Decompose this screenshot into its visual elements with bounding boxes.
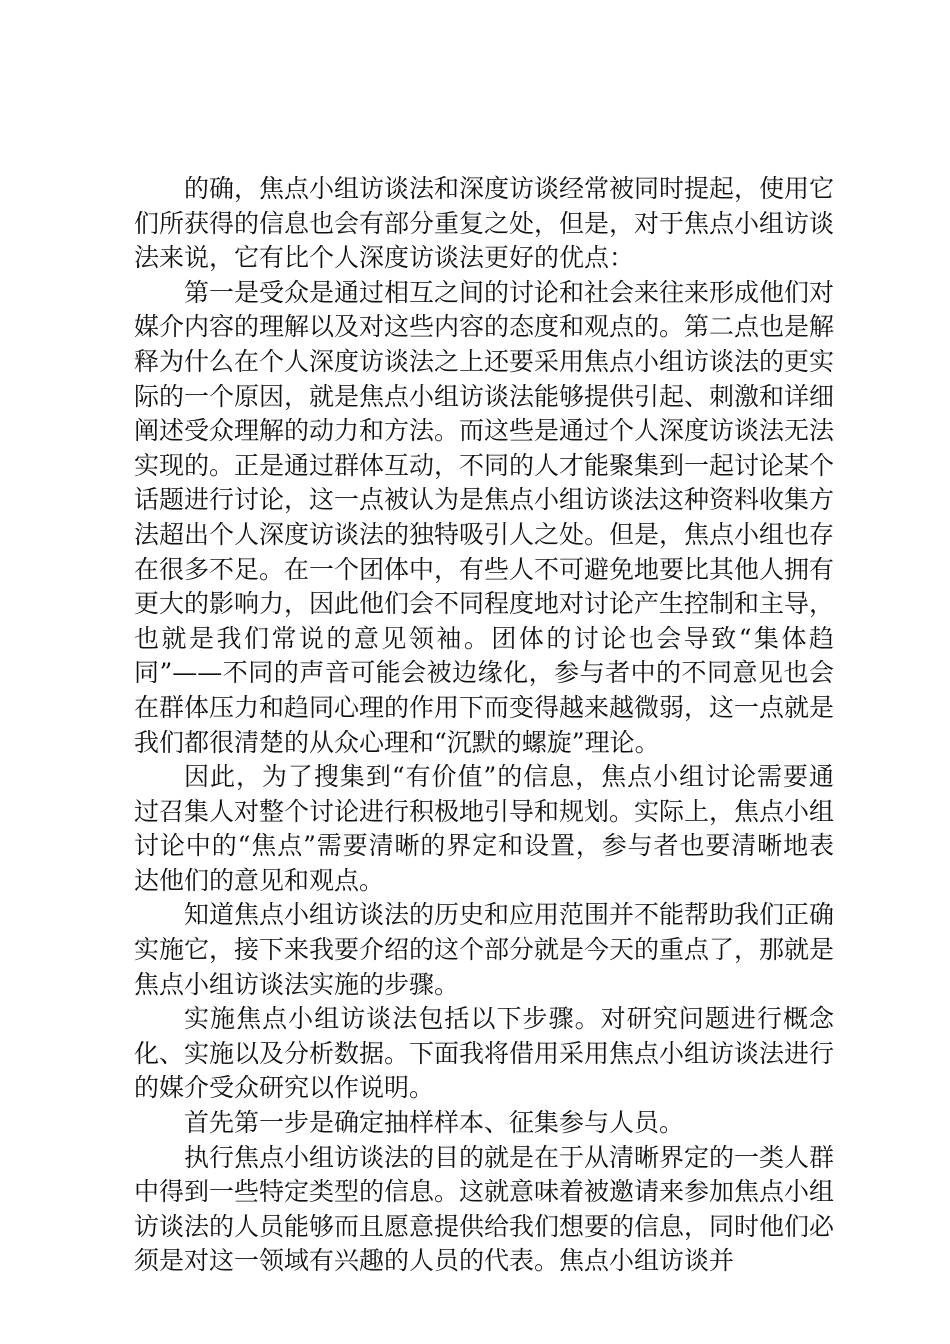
paragraph: 因此，为了搜集到“有价值”的信息，焦点小组讨论需要通过召集人对整个讨论进行积极地引导和规划。实际上，焦点小组讨论中的“焦点”需要清晰的界定和设置，参与者也要清晰地表达他们的意见和观点。 [134, 762, 835, 895]
paragraph: 实施焦点小组访谈法包括以下步骤。对研究问题进行概念化、实施以及分析数据。下面我将借用采用焦点小组访谈法进行的媒介受众研究以作说明。 [134, 1004, 835, 1103]
paragraph: 首先第一步是确定抽样样本、征集参与人员。 [184, 1108, 685, 1138]
paragraph: 执行焦点小组访谈法的目的就是在于从清晰界定的一类人群中得到一些特定类型的信息。这就意味着被邀请来参加焦点小组访谈法的人员能够而且愿意提供给我们想要的信息，同时他们必须是对这一领域有兴趣的人员的代表。焦点小组访谈并 [134, 1142, 835, 1276]
paragraph: 第一是受众是通过相互之间的讨论和社会来往来形成他们对媒介内容的理解以及对这些内容的态度和观点的。第二点也是解释为什么在个人深度访谈法之上还要采用焦点小组访谈法的更实际的一个原因，就是焦点小组访谈法能够提供引起、刺激和详细阐述受众理解的动力和方法。而这些是通过个人深度访谈法无法实现的。正是通过群体互动，不同的人才能聚集到一起讨论某个话题进行讨论，这一点被认为是焦点小组访谈法这种资料收集方法超出个人深度访谈法的独特吸引人之处。但是，焦点小组也存在很多不足。在一个团体中，有些人不可避免地要比其他人拥有更大的影响力，因此他们会不同程度地对讨论产生控制和主导，也就是我们常说的意见领袖。团体的讨论也会导致“集体趋同”——不同的声音可能会被边缘化，参与者中的不同意见也会在群体压力和趋同心理的作用下而变得越来越微弱，这一点就是我们都很清楚的从众心理和“沉默的螺旋”理论。 [134, 277, 835, 757]
document-body [134, 172, 834, 1279]
paragraph: 的确，焦点小组访谈法和深度访谈经常被同时提起，使用它们所获得的信息也会有部分重复之处，但是，对于焦点小组访谈法来说，它有比个人深度访谈法更好的优点： [134, 174, 835, 273]
paragraph: 知道焦点小组访谈法的历史和应用范围并不能帮助我们正确实施它，接下来我要介绍的这个部分就是今天的重点了，那就是焦点小组访谈法实施的步骤。 [134, 900, 835, 999]
